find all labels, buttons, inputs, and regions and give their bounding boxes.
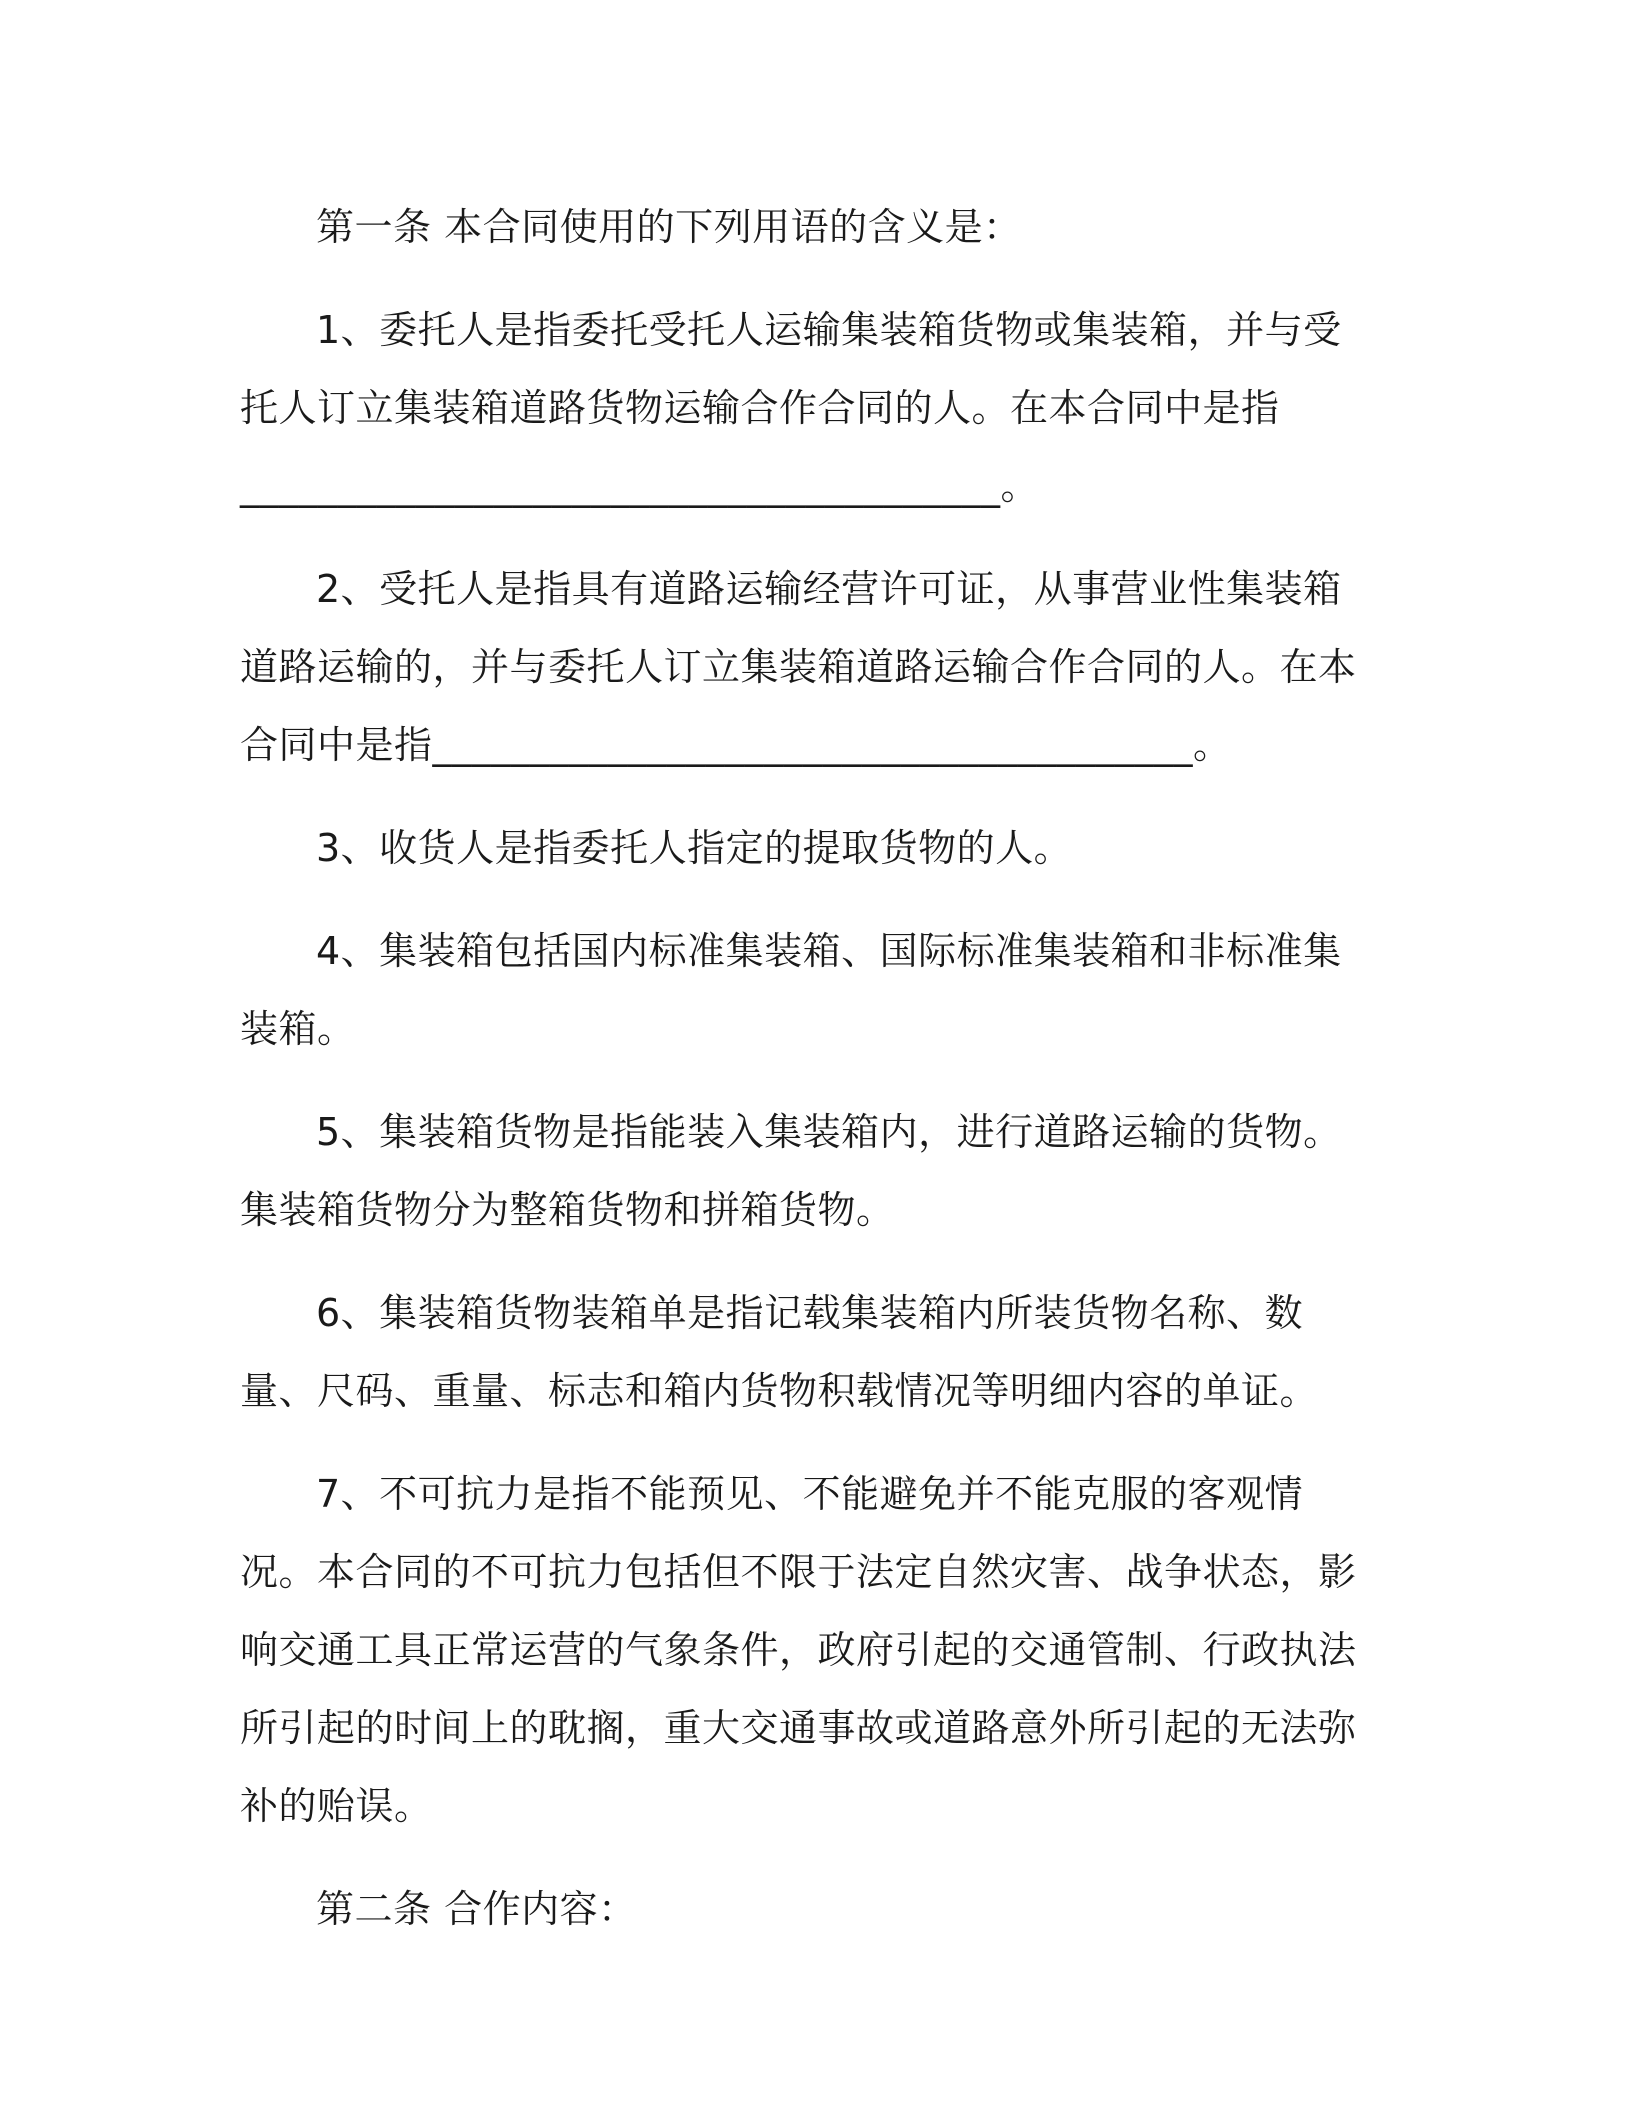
article-2-heading: 第二条 合作内容： [316,1887,637,1931]
definition-4: 4、集装箱包括国内标准集装箱、国际标准集装箱和非标准集装箱。 [240,929,1342,1051]
definition-5: 5、集装箱货物是指能装入集装箱内，进行道路运输的货物。集装箱货物分为整箱货物和拼箱货物。 [240,1110,1342,1232]
definition-1-blank: _______________________________________。 [240,464,1040,508]
definition-7: 7、不可抗力是指不能预见、不能避免并不能克服的客观情况。本合同的不可抗力包括但不限于法定自然灾害、战争状态，影响交通工具正常运营的气象条件，政府引起的交通管制、行政执法所引起的时间上的耽搁，重大交通事故或道路意外所引起的无法弥补的贻误。 [240,1472,1357,1828]
definition-1: 1、委托人是指委托受托人运输集装箱货物或集装箱，并与受托人订立集装箱道路货物运输合作合同的人。在本合同中是指 [240,308,1342,430]
definition-6: 6、集装箱货物装箱单是指记载集装箱内所装货物名称、数量、尺码、重量、标志和箱内货物积载情况等明细内容的单证。 [240,1291,1319,1413]
definition-3: 3、收货人是指委托人指定的提取货物的人。 [316,826,1073,870]
article-1-heading: 第一条 本合同使用的下列用语的含义是： [316,205,1022,249]
definition-2: 2、受托人是指具有道路运输经营许可证，从事营业性集装箱道路运输的，并与委托人订立集装箱道路运输合作合同的人。在本合同中是指_______________________________________。 [240,567,1357,767]
document-body [240,188,1370,1973]
